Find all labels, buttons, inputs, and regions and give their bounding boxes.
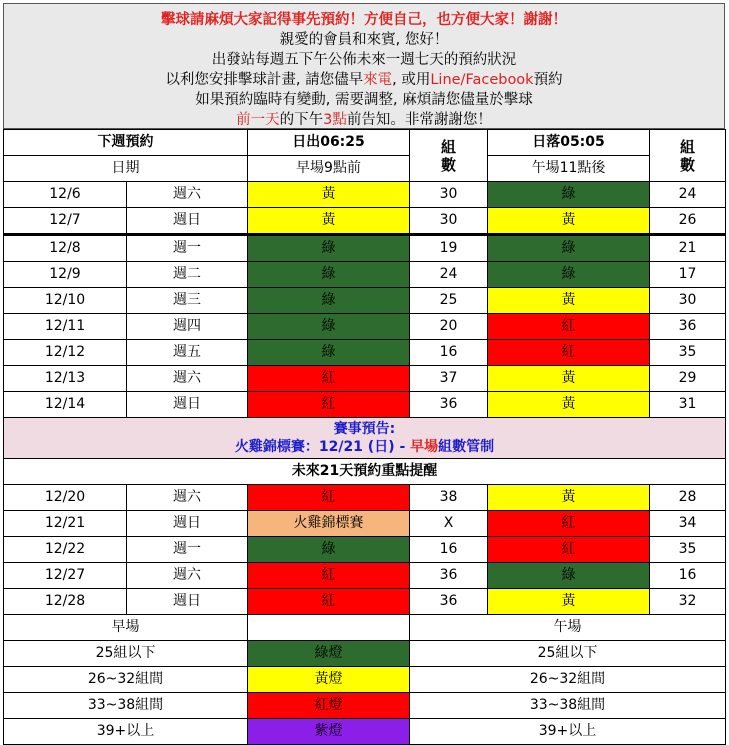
date-cell: 12/27: [4, 563, 127, 589]
afternoon-status-cell: 黃: [488, 589, 650, 615]
table-row: [4, 485, 726, 511]
afternoon-count-cell: 29: [650, 366, 726, 392]
legend-row: [4, 667, 726, 693]
legend-header-row: [4, 615, 726, 641]
morning-status-cell: 綠: [248, 235, 410, 262]
afternoon-status-cell: 黃: [488, 208, 650, 235]
afternoon-header: 午場11點後: [488, 156, 650, 182]
subheader-row: [4, 156, 726, 182]
notice-text: 預約: [533, 72, 563, 88]
sunrise-header: 日出06:25: [248, 130, 410, 156]
legend-morning-header: 早場: [4, 615, 248, 641]
event-morning-highlight: 早場: [410, 439, 439, 455]
afternoon-count-cell: 36: [650, 314, 726, 340]
legend-afternoon-range: 33~38組間: [410, 693, 726, 719]
morning-status-cell: 綠: [248, 314, 410, 340]
notice-deadline: [4, 110, 724, 130]
legend-blank: [248, 615, 410, 641]
legend-light: 黃燈: [248, 667, 410, 693]
table-row: [4, 314, 726, 340]
afternoon-status-cell: 紅: [488, 511, 650, 537]
afternoon-status-cell: 綠: [488, 262, 650, 288]
legend-row: [4, 693, 726, 719]
legend-morning-range: 33~38組間: [4, 693, 248, 719]
legend-afternoon-range: 25組以下: [410, 641, 726, 667]
count-label: 組數: [679, 137, 695, 174]
afternoon-status-cell: 黃: [488, 288, 650, 314]
morning-status-cell: 綠: [248, 288, 410, 314]
morning-count-cell: 30: [410, 208, 488, 235]
date-cell: 12/7: [4, 208, 127, 235]
notice-schedule: 出發站每週五下午公佈未來一週七天的預約狀況: [211, 52, 517, 68]
afternoon-count-cell: 34: [650, 511, 726, 537]
date-cell: 12/28: [4, 589, 127, 615]
date-cell: 12/9: [4, 262, 127, 288]
weekday-cell: 週日: [127, 208, 248, 235]
date-cell: 12/12: [4, 340, 127, 366]
morning-count-header: [410, 130, 488, 182]
event-text: 組數管制: [438, 439, 495, 455]
table-row: [4, 262, 726, 288]
weekday-cell: 週五: [127, 340, 248, 366]
legend-afternoon-header: 午場: [410, 615, 726, 641]
table-row: [4, 208, 726, 235]
morning-status-cell: 紅: [248, 589, 410, 615]
table-row: [4, 340, 726, 366]
afternoon-count-cell: 21: [650, 235, 726, 262]
afternoon-count-cell: 30: [650, 288, 726, 314]
date-cell: 12/11: [4, 314, 127, 340]
table-row: [4, 392, 726, 418]
legend-morning-range: 39+以上: [4, 719, 248, 745]
afternoon-status-cell: 黃: [488, 485, 650, 511]
date-cell: 12/22: [4, 537, 127, 563]
afternoon-status-cell: 黃: [488, 366, 650, 392]
afternoon-count-cell: 35: [650, 340, 726, 366]
afternoon-count-cell: 32: [650, 589, 726, 615]
morning-status-cell: 火雞錦標賽: [248, 511, 410, 537]
event-detail: [4, 438, 725, 456]
afternoon-status-cell: 紅: [488, 340, 650, 366]
table-row: [4, 589, 726, 615]
afternoon-count-cell: 24: [650, 182, 726, 208]
notice-text: 以利您安排擊球計畫, 請您儘早: [165, 72, 364, 88]
table-row: [4, 511, 726, 537]
morning-status-cell: 綠: [248, 537, 410, 563]
notice-change-request: 如果預約臨時有變動, 需要調整, 麻煩請您儘量於擊球: [195, 92, 533, 108]
notice-time-highlight: 3點: [323, 112, 347, 128]
morning-status-cell: 紅: [248, 392, 410, 418]
legend-afternoon-range: 26~32組間: [410, 667, 726, 693]
morning-count-cell: 24: [410, 262, 488, 288]
weekday-cell: 週一: [127, 235, 248, 262]
morning-header: 早場9點前: [248, 156, 410, 182]
legend-light: 綠燈: [248, 641, 410, 667]
header-row: [4, 130, 726, 156]
notice-day-highlight: 前一天: [236, 112, 280, 128]
afternoon-count-cell: 17: [650, 262, 726, 288]
morning-status-cell: 綠: [248, 340, 410, 366]
afternoon-count-cell: 35: [650, 537, 726, 563]
booking-table: [3, 129, 726, 745]
legend-morning-range: 26~32組間: [4, 667, 248, 693]
table-row: [4, 235, 726, 262]
weekday-cell: 週三: [127, 288, 248, 314]
weekday-cell: 週日: [127, 511, 248, 537]
afternoon-count-cell: 26: [650, 208, 726, 235]
event-text: 火雞錦標賽：12/21 (日) -: [234, 439, 411, 455]
notice-call-highlight: 來電: [363, 72, 393, 88]
table-row: [4, 182, 726, 208]
afternoon-count-header: [650, 130, 726, 182]
table-row: [4, 366, 726, 392]
notice-text: 前告知。非常謝謝您！: [346, 112, 492, 128]
morning-count-cell: 25: [410, 288, 488, 314]
weekday-cell: 週一: [127, 537, 248, 563]
notice-text: , 或用: [392, 72, 431, 88]
weekday-cell: 週六: [127, 563, 248, 589]
next-week-header: 下週預約: [4, 130, 248, 156]
notice-headline: 擊球請麻煩大家記得事先預約！方便自己，也方便大家！謝謝！: [161, 12, 567, 28]
morning-count-cell: 20: [410, 314, 488, 340]
event-announcement: [4, 418, 726, 459]
morning-count-cell: 19: [410, 235, 488, 262]
afternoon-status-cell: 綠: [488, 182, 650, 208]
weekday-cell: 週六: [127, 366, 248, 392]
legend-light: 紅燈: [248, 693, 410, 719]
sunset-header: 日落05:05: [488, 130, 650, 156]
morning-status-cell: 黃: [248, 182, 410, 208]
afternoon-count-cell: 28: [650, 485, 726, 511]
morning-count-cell: 30: [410, 182, 488, 208]
legend-light: 紫燈: [248, 719, 410, 745]
date-cell: 12/10: [4, 288, 127, 314]
morning-status-cell: 紅: [248, 366, 410, 392]
morning-status-cell: 紅: [248, 485, 410, 511]
afternoon-status-cell: 黃: [488, 392, 650, 418]
weekday-cell: 週日: [127, 589, 248, 615]
morning-count-cell: 38: [410, 485, 488, 511]
event-title: 賽事預告:: [333, 421, 396, 437]
morning-status-cell: 紅: [248, 563, 410, 589]
afternoon-status-cell: 紅: [488, 314, 650, 340]
weekday-cell: 週六: [127, 485, 248, 511]
date-cell: 12/6: [4, 182, 127, 208]
date-cell: 12/21: [4, 511, 127, 537]
notice-booking-methods: [4, 70, 724, 90]
morning-status-cell: 綠: [248, 262, 410, 288]
afternoon-status-cell: 綠: [488, 235, 650, 262]
notice-greeting: 親愛的會員和來賓, 您好！: [279, 32, 449, 48]
date-header: 日期: [4, 156, 248, 182]
weekday-cell: 週日: [127, 392, 248, 418]
morning-status-cell: 黃: [248, 208, 410, 235]
notice-social-highlight: Line/Facebook: [430, 72, 534, 88]
table-row: [4, 563, 726, 589]
weekday-cell: 週二: [127, 262, 248, 288]
legend-afternoon-range: 39+以上: [410, 719, 726, 745]
legend-row: [4, 641, 726, 667]
date-cell: 12/8: [4, 235, 127, 262]
morning-count-cell: 36: [410, 589, 488, 615]
afternoon-count-cell: 31: [650, 392, 726, 418]
legend-row: [4, 719, 726, 745]
date-cell: 12/20: [4, 485, 127, 511]
count-label: 組數: [440, 137, 456, 174]
afternoon-status-cell: 紅: [488, 537, 650, 563]
morning-count-cell: 16: [410, 340, 488, 366]
legend-morning-range: 25組以下: [4, 641, 248, 667]
afternoon-count-cell: 16: [650, 563, 726, 589]
morning-count-cell: 16: [410, 537, 488, 563]
table-row: [4, 537, 726, 563]
notice-text: 的下午: [279, 112, 324, 128]
date-cell: 12/13: [4, 366, 127, 392]
event-row: [4, 418, 726, 459]
afternoon-status-cell: 綠: [488, 563, 650, 589]
weekday-cell: 週六: [127, 182, 248, 208]
weekday-cell: 週四: [127, 314, 248, 340]
table-row: [4, 288, 726, 314]
morning-count-cell: 37: [410, 366, 488, 392]
date-cell: 12/14: [4, 392, 127, 418]
morning-count-cell: 36: [410, 563, 488, 589]
morning-count-cell: X: [410, 511, 488, 537]
notice-box: [3, 3, 725, 129]
future-title: 未來21天預約重點提醒: [4, 459, 726, 485]
future-title-row: [4, 459, 726, 485]
morning-count-cell: 36: [410, 392, 488, 418]
